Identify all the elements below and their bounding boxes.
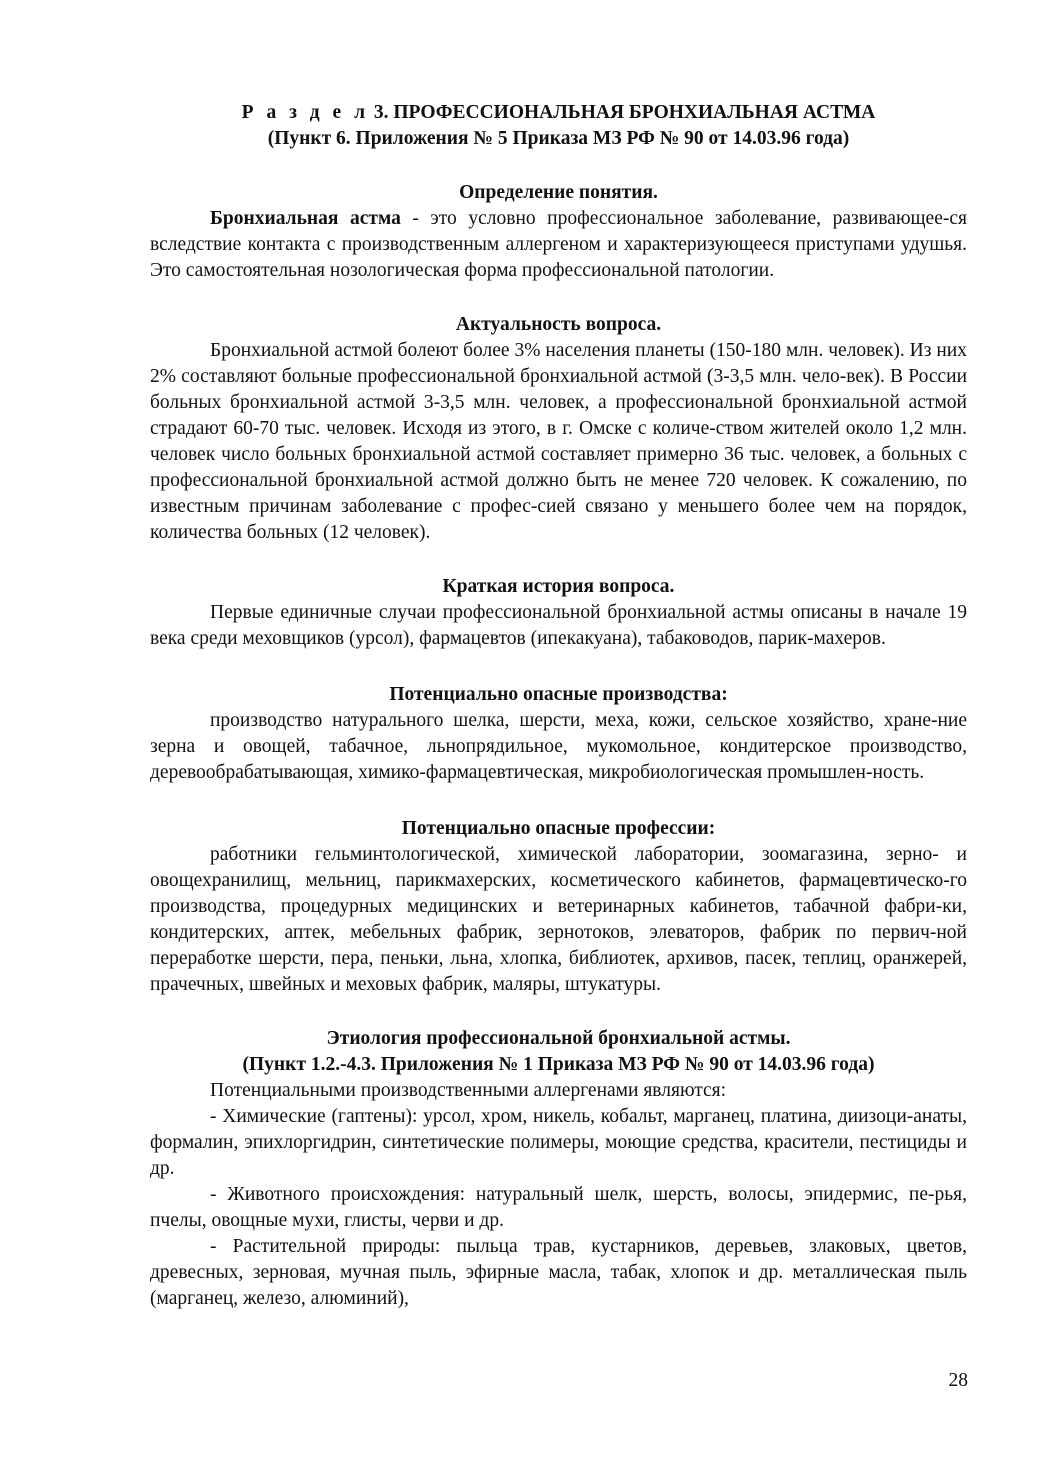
etiology-subheading: (Пункт 1.2.-4.3. Приложения № 1 Приказа МЗ РФ № 90 от 14.03.96 года) bbox=[242, 1054, 875, 1075]
allergen-item-chemical: - Химические (гаптены): урсол, хром, никель, кобальт, марганец, платина, диизоци-анаты, формалин, эпихлоргидрин, синтетические полимеры, моющие средства, красители, пестициды и др. bbox=[150, 1106, 967, 1179]
industries-heading: Потенциально опасные производства: bbox=[389, 684, 728, 705]
professions-paragraph: работники гельминтологической, химической лаборатории, зоомагазина, зерно- и овощехранилищ, мельниц, парикмахерских, косметического кабинетов, фармацевтическо-го производства, процедурных медицинских и ветеринарных кабинетов, табачной фабри-ки, кондитерских, аптек, мебельных фабрик, зернотоков, элеваторов, фабрик по первич-ной переработке шерсти, пера, пеньки, льна, хлопка, библиотек, архивов, пасек, теплиц, оранжерей, прачечных, швейных и меховых фабрик, маляры, штукатуры. bbox=[150, 844, 967, 995]
page-number: 28 bbox=[948, 1370, 968, 1391]
allergen-item-animal: - Животного происхождения: натуральный шелк, шерсть, волосы, эпидермис, пе-рья, пчелы, овощные мухи, глисты, черви и др. bbox=[150, 1184, 967, 1231]
section-prefix: Р а з д е л bbox=[241, 102, 370, 123]
professions-heading: Потенциально опасные профессии: bbox=[401, 818, 716, 839]
section-title bbox=[150, 100, 967, 126]
section-title-text: 3. ПРОФЕССИОНАЛЬНАЯ БРОНХИАЛЬНАЯ АСТМА bbox=[369, 102, 876, 123]
definition-heading: Определение понятия. bbox=[459, 182, 658, 203]
allergen-item-plant: - Растительной природы: пыльца трав, кустарников, деревьев, злаковых, цветов, древесных, зерновая, мучная пыль, эфирные масла, табак, хлопок и др. металлическая пыль (марганец, железо, алюминий), bbox=[150, 1236, 967, 1309]
relevance-paragraph: Бронхиальной астмой болеют более 3% населения планеты (150-180 млн. человек). Из них 2% составляют больные профессиональной бронхиальной астмой (3-3,5 млн. чело-век). В России больных бронхиальной астмой 3-3,5 млн. человек, а профессиональной бронхиальной астмой страдают 60-70 тыс. человек. Исходя из этого, в г. Омске с количе-ством жителей около 1,2 млн. человек число больных бронхиальной астмой составляет примерно 36 тыс. человек, а больных с профессиональной бронхиальной астмой должно быть не менее 720 человек. К сожалению, по известным причинам заболевание с профес-сией связано у меньшего более чем на порядок, количества больных (12 человек). bbox=[150, 340, 967, 543]
definition-paragraph bbox=[150, 206, 967, 284]
relevance-heading: Актуальность вопроса. bbox=[455, 314, 662, 335]
section-subtitle: (Пункт 6. Приложения № 5 Приказа МЗ РФ № 90 от 14.03.96 года) bbox=[267, 128, 850, 149]
definition-term: Бронхиальная астма bbox=[210, 208, 401, 229]
definition-text: - это условно профессиональное заболевание, развивающее-ся вследствие контакта с производственным аллергеном и характеризующееся приступами удушья. Это самостоятельная нозологическая форма профессиональной патологии. bbox=[150, 208, 967, 281]
page-content bbox=[150, 100, 967, 1312]
history-paragraph: Первые единичные случаи профессиональной бронхиальной астмы описаны в начале 19 века среди меховщиков (урсол), фармацевтов (ипекакуана), табаководов, парик-махеров. bbox=[150, 602, 967, 649]
etiology-intro: Потенциальными производственными аллергенами являются: bbox=[210, 1080, 727, 1101]
history-heading: Краткая история вопроса. bbox=[442, 576, 675, 597]
industries-paragraph: производство натурального шелка, шерсти, меха, кожи, сельское хозяйство, хране-ние зерна и овощей, табачное, льнопрядильное, мукомольное, кондитерское производство, деревообрабатывающая, химико-фармацевтическая, микробиологическая промышлен-ность. bbox=[150, 710, 967, 783]
etiology-heading: Этиология профессиональной бронхиальной астмы. bbox=[326, 1028, 791, 1049]
